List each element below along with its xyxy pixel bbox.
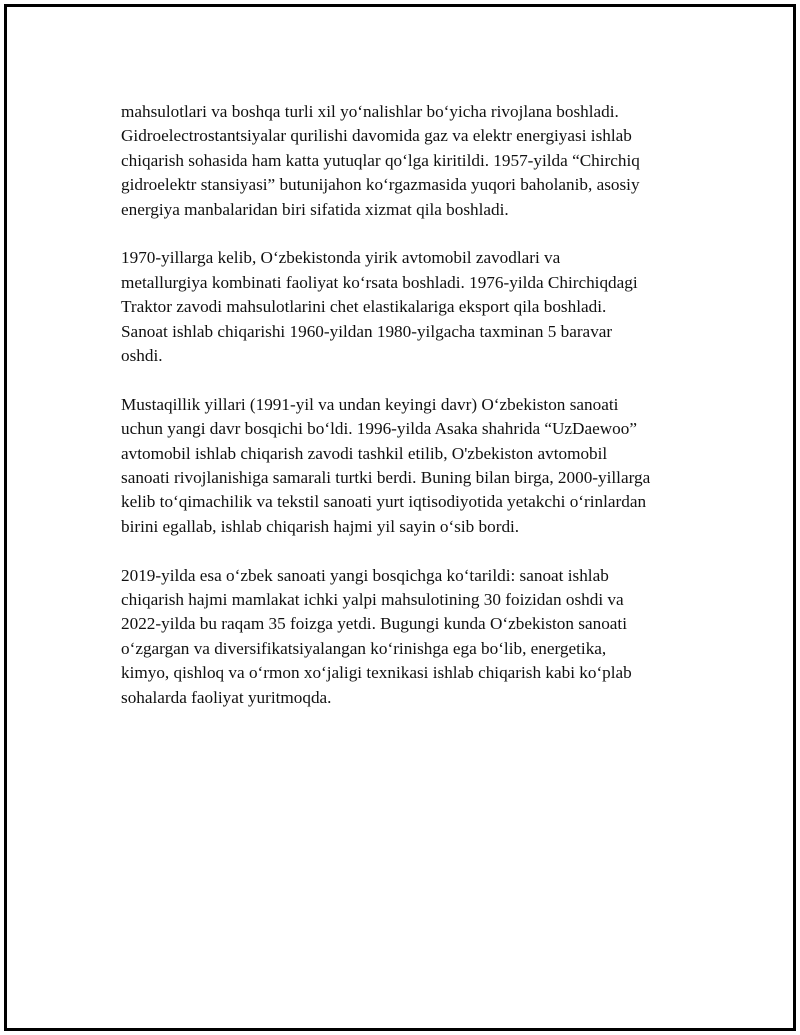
page-frame bbox=[4, 4, 796, 1031]
document-body bbox=[121, 100, 701, 735]
paragraph-3 bbox=[121, 393, 701, 539]
text-line: energiya manbalaridan biri sifatida xizmat qila boshladi. bbox=[121, 199, 509, 219]
text-line: Gidroelectrostantsiyalar qurilishi davomida gaz va elektr energiyasi ishlab bbox=[121, 126, 632, 146]
text-line: avtomobil ishlab chiqarish zavodi tashkil etilib, O'zbekiston avtomobil bbox=[121, 443, 608, 463]
paragraph-2 bbox=[121, 246, 701, 368]
text-line: 2019-yilda esa o‘zbek sanoati yangi bosqichga ko‘tarildi: sanoat ishlab bbox=[121, 565, 609, 585]
text-line: uchun yangi davr bosqichi bo‘ldi. 1996-yilda Asaka shahrida “UzDaewoo” bbox=[121, 419, 637, 439]
text-line: oshdi. bbox=[121, 346, 163, 366]
text-line: kelib to‘qimachilik va tekstil sanoati yurt iqtisodiyotida yetakchi o‘rinlardan bbox=[121, 492, 647, 512]
text-line: o‘zgargan va diversifikatsiyalangan ko‘rinishga ega bo‘lib, energetika, bbox=[121, 638, 607, 658]
text-line: metallurgiya kombinati faoliyat ko‘rsata boshladi. 1976-yilda Chirchiqdagi bbox=[121, 272, 638, 292]
text-line: Sanoat ishlab chiqarishi 1960-yildan 1980-yilgacha taxminan 5 baravar bbox=[121, 321, 613, 341]
text-line: 2022-yilda bu raqam 35 foizga yetdi. Bugungi kunda O‘zbekiston sanoati bbox=[121, 614, 627, 634]
text-line: chiqarish hajmi mamlakat ichki yalpi mahsulotining 30 foizidan oshdi va bbox=[121, 590, 624, 610]
text-line: sanoati rivojlanishiga samarali turtki berdi. Buning bilan birga, 2000-yillarga bbox=[121, 468, 651, 488]
text-line: birini egallab, ishlab chiqarish hajmi yil sayin o‘sib bordi. bbox=[121, 516, 520, 536]
text-line: mahsulotlari va boshqa turli xil yo‘nalishlar bo‘yicha rivojlana boshladi. bbox=[121, 102, 619, 121]
text-line: sohalarda faoliyat yuritmoqda. bbox=[121, 687, 332, 707]
text-line: 1970-yillarga kelib, O‘zbekistonda yirik avtomobil zavodlari va bbox=[121, 248, 561, 268]
text-line: Mustaqillik yillari (1991-yil va undan keyingi davr) O‘zbekiston sanoati bbox=[121, 394, 619, 414]
text-line: chiqarish sohasida ham katta yutuqlar qo‘lga kiritildi. 1957-yilda “Chirchiq bbox=[121, 150, 640, 170]
text-line: gidroelektr stansiyasi” butunijahon ko‘rgazmasida yuqori baholanib, asosiy bbox=[121, 175, 640, 195]
text-line: kimyo, qishloq va o‘rmon xo‘jaligi texnikasi ishlab chiqarish kabi ko‘plab bbox=[121, 663, 632, 683]
paragraph-1 bbox=[121, 100, 701, 222]
paragraph-4 bbox=[121, 564, 701, 710]
text-line: Traktor zavodi mahsulotlarini chet elastikalariga eksport qila boshladi. bbox=[121, 297, 607, 317]
